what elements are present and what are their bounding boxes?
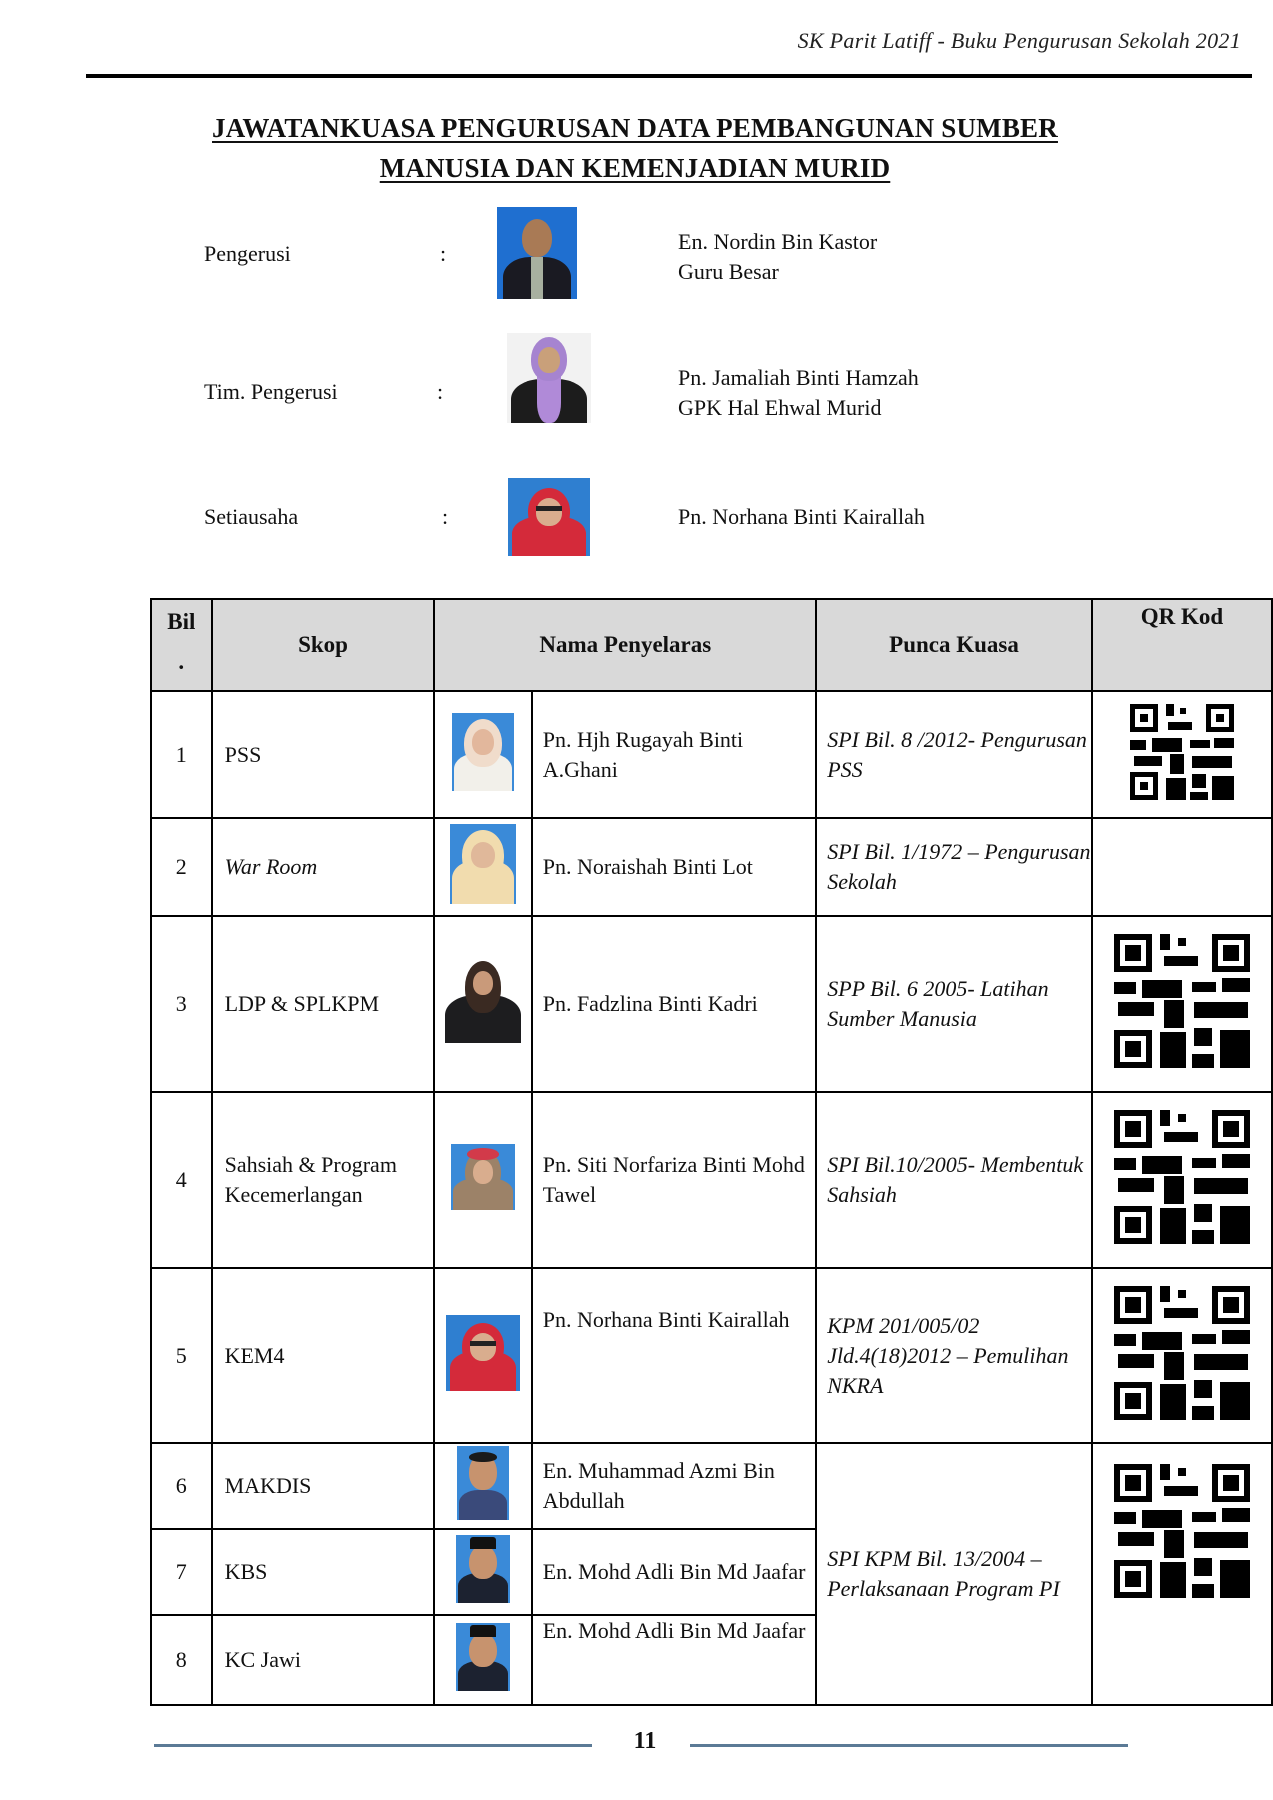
cell-qr — [1092, 1268, 1272, 1443]
cell-bil: 2 — [151, 818, 212, 916]
coordinator-photo — [446, 1315, 520, 1391]
officer-colon: : — [442, 504, 449, 529]
cell-skop: LDP & SPLKPM — [212, 916, 435, 1092]
officer-setiausaha — [0, 478, 1273, 578]
officer-role: Setiausaha — [204, 504, 299, 529]
officer-name: Pn. Jamaliah Binti Hamzah — [678, 365, 919, 390]
table-row — [151, 1092, 1272, 1268]
header-rule — [86, 74, 1252, 78]
cell-nama: En. Muhammad Azmi Bin Abdullah — [532, 1443, 816, 1529]
cell-qr-empty — [1092, 818, 1272, 916]
cell-bil: 4 — [151, 1092, 212, 1268]
officer-photo — [507, 333, 591, 423]
table-header-row — [151, 599, 1272, 691]
officer-name: Pn. Norhana Binti Kairallah — [678, 504, 925, 529]
cell-qr — [1092, 1443, 1272, 1705]
cell-skop: War Room — [212, 818, 435, 916]
cell-punca: SPP Bil. 6 2005- Latihan Sumber Manusia — [816, 916, 1092, 1092]
officer-role: Pengerusi — [204, 241, 291, 266]
cell-skop: KC Jawi — [212, 1615, 435, 1705]
qr-code-icon[interactable] — [1114, 1110, 1250, 1244]
coordinator-photo — [457, 1446, 509, 1520]
cell-nama: En. Mohd Adli Bin Md Jaafar — [532, 1529, 816, 1615]
cell-punca: SPI Bil. 8 /2012- Pengurusan PSS — [816, 691, 1092, 818]
header-bil — [151, 599, 212, 691]
cell-skop: KEM4 — [212, 1268, 435, 1443]
header-bil-text: Bil — [167, 609, 196, 634]
header-skop: Skop — [212, 599, 435, 691]
table-row — [151, 916, 1272, 1092]
page-number: 11 — [633, 1728, 657, 1754]
coordinator-photo — [456, 1623, 510, 1691]
officer-colon: : — [440, 241, 447, 266]
officer-role: Tim. Pengerusi — [204, 379, 338, 404]
footer-rule-left — [154, 1744, 592, 1747]
cell-photo — [434, 818, 531, 916]
officer-photo — [508, 478, 590, 556]
cell-bil: 5 — [151, 1268, 212, 1443]
header-qr-kod: QR Kod — [1092, 599, 1272, 691]
officer-photo — [497, 207, 577, 299]
cell-bil: 6 — [151, 1443, 212, 1529]
page-title-line-2: MANUSIA DAN KEMENJADIAN MURID — [379, 153, 891, 183]
qr-code-icon[interactable] — [1114, 1286, 1250, 1420]
cell-bil: 7 — [151, 1529, 212, 1615]
committee-table — [150, 598, 1273, 1706]
coordinator-photo — [451, 1144, 515, 1210]
cell-bil: 8 — [151, 1615, 212, 1705]
cell-punca: SPI Bil. 1/1972 – Pengurusan Sekolah — [816, 818, 1092, 916]
cell-photo — [434, 1268, 531, 1443]
qr-code-icon[interactable] — [1114, 1464, 1250, 1598]
officer-info — [678, 363, 919, 423]
cell-nama: Pn. Fadzlina Binti Kadri — [532, 916, 816, 1092]
officer-name: En. Nordin Bin Kastor — [678, 229, 878, 254]
cell-bil: 3 — [151, 916, 212, 1092]
officer-position: Guru Besar — [678, 259, 779, 284]
cell-bil: 1 — [151, 691, 212, 818]
officer-info — [678, 227, 877, 287]
officer-tim-pengerusi — [0, 333, 1273, 433]
cell-punca: SPI KPM Bil. 13/2004 – Perlaksanaan Program PI — [816, 1443, 1092, 1705]
cell-photo — [434, 691, 531, 818]
cell-photo — [434, 1615, 531, 1705]
cell-photo — [434, 1092, 531, 1268]
cell-skop: MAKDIS — [212, 1443, 435, 1529]
cell-nama: Pn. Siti Norfariza Binti Mohd Tawel — [532, 1092, 816, 1268]
footer-rule-right — [690, 1744, 1128, 1747]
cell-nama: En. Mohd Adli Bin Md Jaafar — [532, 1615, 816, 1705]
cell-punca: KPM 201/005/02 Jld.4(18)2012 – Pemulihan NKRA — [816, 1268, 1092, 1443]
cell-qr — [1092, 691, 1272, 818]
cell-nama: Pn. Noraishah Binti Lot — [532, 818, 816, 916]
cell-nama: Pn. Hjh Rugayah Binti A.Ghani — [532, 691, 816, 818]
cell-skop: PSS — [212, 691, 435, 818]
table-row — [151, 691, 1272, 818]
cell-qr — [1092, 1092, 1272, 1268]
table-row — [151, 1443, 1272, 1529]
page-title-line-1: JAWATANKUASA PENGURUSAN DATA PEMBANGUNAN SUMBER — [212, 113, 1058, 143]
cell-photo — [434, 916, 531, 1092]
qr-code-icon[interactable] — [1130, 704, 1234, 800]
officer-position: GPK Hal Ehwal Murid — [678, 395, 882, 420]
qr-code-icon[interactable] — [1114, 934, 1250, 1068]
coordinator-photo — [443, 959, 523, 1043]
cell-nama: Pn. Norhana Binti Kairallah — [532, 1268, 816, 1443]
coordinator-photo — [456, 1535, 510, 1603]
table-row — [151, 1268, 1272, 1443]
header-punca-kuasa: Punca Kuasa — [816, 599, 1092, 691]
header-nama-penyelaras: Nama Penyelaras — [434, 599, 816, 691]
cell-punca: SPI Bil.10/2005- Membentuk Sahsiah — [816, 1092, 1092, 1268]
cell-skop: Sahsiah & Program Kecemerlangan — [212, 1092, 435, 1268]
page-title — [140, 108, 1130, 188]
running-header-title: SK Parit Latiff - Buku Pengurusan Sekolah 2021 — [797, 28, 1241, 53]
cell-photo — [434, 1529, 531, 1615]
coordinator-photo — [450, 824, 516, 904]
cell-photo — [434, 1443, 531, 1529]
officer-pengerusi — [0, 205, 1273, 305]
cell-qr — [1092, 916, 1272, 1092]
coordinator-photo — [452, 713, 514, 791]
officer-info — [678, 502, 925, 532]
cell-skop: KBS — [212, 1529, 435, 1615]
header-bil-dot: . — [178, 649, 185, 674]
officer-colon: : — [437, 379, 444, 404]
table-row — [151, 818, 1272, 916]
